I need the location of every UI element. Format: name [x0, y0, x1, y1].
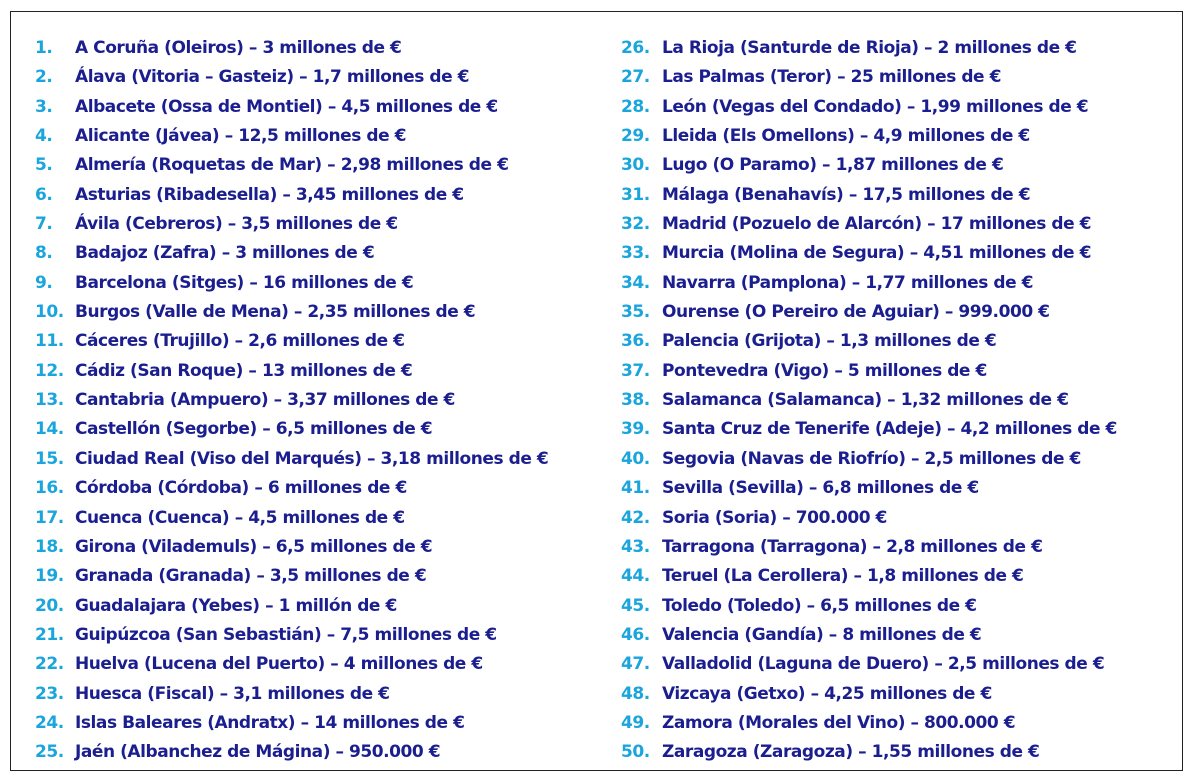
item-text: Salamanca (Salamanca) – 1,32 millones de € [662, 390, 1069, 411]
item-text: Navarra (Pamplona) – 1,77 millones de € [662, 272, 1034, 293]
list-item [621, 621, 1181, 650]
item-number: 12. [35, 360, 64, 381]
item-number: 16. [35, 478, 64, 499]
item-number: 34. [621, 272, 650, 293]
item-text: Segovia (Navas de Riofrío) – 2,5 millones de € [662, 448, 1081, 469]
item-text: Las Palmas (Teror) – 25 millones de € [662, 67, 1001, 88]
item-text: Cádiz (San Roque) – 13 millones de € [75, 360, 413, 381]
item-text: Badajoz (Zafra) – 3 millones de € [75, 243, 375, 264]
item-text: Zaragoza (Zaragoza) – 1,55 millones de € [662, 742, 1040, 763]
item-text: Ourense (O Pereiro de Aguiar) – 999.000 € [662, 302, 1050, 323]
item-text: Burgos (Valle de Mena) – 2,35 millones de € [75, 302, 476, 323]
item-text: Álava (Vitoria – Gasteiz) – 1,7 millones de € [75, 67, 470, 88]
list-item [35, 181, 605, 210]
item-text: Guipúzcoa (San Sebastián) – 7,5 millones de € [75, 624, 497, 645]
item-number: 6. [35, 184, 53, 205]
item-text: Sevilla (Sevilla) – 6,8 millones de € [662, 478, 979, 499]
list-item [35, 34, 605, 63]
item-number: 10. [35, 302, 64, 323]
item-number: 48. [621, 683, 650, 704]
item-number: 37. [621, 360, 650, 381]
list-item [621, 709, 1181, 738]
list-item [621, 386, 1181, 415]
list-item [35, 93, 605, 122]
item-text: León (Vegas del Condado) – 1,99 millones de € [662, 96, 1089, 117]
item-number: 45. [621, 595, 650, 616]
list-item [621, 504, 1181, 533]
item-number: 29. [621, 126, 650, 147]
list-item [621, 269, 1181, 298]
list-item [621, 63, 1181, 92]
item-number: 31. [621, 184, 650, 205]
list-item [621, 474, 1181, 503]
list-item [35, 474, 605, 503]
list-item [621, 122, 1181, 151]
list-item [35, 709, 605, 738]
item-number: 42. [621, 507, 650, 528]
item-text: Girona (Vilademuls) – 6,5 millones de € [75, 536, 433, 557]
item-number: 28. [621, 96, 650, 117]
item-number: 32. [621, 214, 650, 235]
list-item [621, 562, 1181, 591]
list-item [35, 122, 605, 151]
item-text: Toledo (Toledo) – 6,5 millones de € [662, 595, 977, 616]
list-item [621, 680, 1181, 709]
item-number: 13. [35, 390, 64, 411]
item-number: 24. [35, 712, 64, 733]
item-number: 27. [621, 67, 650, 88]
item-text: Zamora (Morales del Vino) – 800.000 € [662, 712, 1016, 733]
item-number: 44. [621, 566, 650, 587]
item-text: Ciudad Real (Viso del Marqués) – 3,18 millones de € [75, 448, 549, 469]
list-item [35, 650, 605, 679]
item-number: 36. [621, 331, 650, 352]
list-item [35, 445, 605, 474]
item-number: 19. [35, 566, 64, 587]
item-text: Vizcaya (Getxo) – 4,25 millones de € [662, 683, 992, 704]
item-number: 5. [35, 155, 53, 176]
item-number: 41. [621, 478, 650, 499]
list-item [35, 269, 605, 298]
item-number: 40. [621, 448, 650, 469]
item-number: 4. [35, 126, 53, 147]
item-text: Cantabria (Ampuero) – 3,37 millones de € [75, 390, 455, 411]
list-item [35, 386, 605, 415]
list-item [35, 504, 605, 533]
item-number: 50. [621, 742, 650, 763]
item-text: Almería (Roquetas de Mar) – 2,98 millones de € [75, 155, 509, 176]
item-number: 1. [35, 38, 53, 58]
item-number: 38. [621, 390, 650, 411]
item-text: Granada (Granada) – 3,5 millones de € [75, 566, 427, 587]
item-text: Huesca (Fiscal) – 3,1 millones de € [75, 683, 390, 704]
list-item [35, 621, 605, 650]
list-item [35, 239, 605, 268]
list-item [621, 592, 1181, 621]
item-text: Santa Cruz de Tenerife (Adeje) – 4,2 millones de € [662, 419, 1117, 440]
list-item [35, 327, 605, 356]
item-number: 15. [35, 448, 64, 469]
item-number: 7. [35, 214, 53, 235]
item-text: Lleida (Els Omellons) – 4,9 millones de € [662, 126, 1030, 147]
list-frame [10, 11, 1183, 771]
item-text: Barcelona (Sitges) – 16 millones de € [75, 272, 414, 293]
item-text: Valencia (Gandía) – 8 millones de € [662, 624, 982, 645]
item-text: Ávila (Cebreros) – 3,5 millones de € [75, 214, 398, 235]
list-item [621, 298, 1181, 327]
item-number: 35. [621, 302, 650, 323]
item-number: 8. [35, 243, 53, 264]
list-item [621, 415, 1181, 444]
list-item [35, 592, 605, 621]
item-number: 14. [35, 419, 64, 440]
item-number: 43. [621, 536, 650, 557]
list-item [35, 533, 605, 562]
list-item [35, 680, 605, 709]
list-item [621, 151, 1181, 180]
item-text: Murcia (Molina de Segura) – 4,51 millones de € [662, 243, 1091, 264]
item-number: 21. [35, 624, 64, 645]
item-text: Lugo (O Paramo) – 1,87 millones de € [662, 155, 1004, 176]
item-number: 25. [35, 742, 64, 763]
list-item [35, 151, 605, 180]
item-text: Jaén (Albanchez de Mágina) – 950.000 € [75, 742, 441, 763]
left-column-list [35, 34, 605, 768]
item-number: 22. [35, 654, 64, 675]
list-item [35, 298, 605, 327]
list-item [621, 445, 1181, 474]
list-item [621, 181, 1181, 210]
item-number: 23. [35, 683, 64, 704]
item-number: 39. [621, 419, 650, 440]
item-number: 46. [621, 624, 650, 645]
list-item [35, 415, 605, 444]
list-item [621, 210, 1181, 239]
item-number: 11. [35, 331, 64, 352]
item-text: A Coruña (Oleiros) – 3 millones de € [75, 38, 402, 58]
list-item [621, 239, 1181, 268]
item-text: Palencia (Grijota) – 1,3 millones de € [662, 331, 997, 352]
list-item [35, 738, 605, 767]
item-text: Alicante (Jávea) – 12,5 millones de € [75, 126, 406, 147]
item-text: Córdoba (Córdoba) – 6 millones de € [75, 478, 407, 499]
right-column-list [621, 34, 1181, 768]
list-item [621, 34, 1181, 63]
item-text: Soria (Soria) – 700.000 € [662, 507, 887, 528]
item-number: 9. [35, 272, 53, 293]
list-item [621, 738, 1181, 767]
item-text: Cuenca (Cuenca) – 4,5 millones de € [75, 507, 405, 528]
list-item [621, 650, 1181, 679]
item-text: Huelva (Lucena del Puerto) – 4 millones de € [75, 654, 483, 675]
list-item [621, 533, 1181, 562]
list-item [621, 327, 1181, 356]
item-text: La Rioja (Santurde de Rioja) – 2 millones de € [662, 38, 1077, 58]
item-number: 30. [621, 155, 650, 176]
item-text: Tarragona (Tarragona) – 2,8 millones de € [662, 536, 1043, 557]
list-item [35, 63, 605, 92]
item-number: 3. [35, 96, 53, 117]
item-number: 20. [35, 595, 64, 616]
list-item [35, 357, 605, 386]
item-text: Teruel (La Cerollera) – 1,8 millones de € [662, 566, 1024, 587]
item-number: 49. [621, 712, 650, 733]
item-text: Pontevedra (Vigo) – 5 millones de € [662, 360, 987, 381]
item-number: 17. [35, 507, 64, 528]
item-text: Valladolid (Laguna de Duero) – 2,5 millones de € [662, 654, 1105, 675]
item-text: Málaga (Benahavís) – 17,5 millones de € [662, 184, 1031, 205]
item-text: Castellón (Segorbe) – 6,5 millones de € [75, 419, 433, 440]
list-item [35, 562, 605, 591]
list-item [621, 93, 1181, 122]
item-number: 47. [621, 654, 650, 675]
item-text: Guadalajara (Yebes) – 1 millón de € [75, 595, 397, 616]
item-number: 33. [621, 243, 650, 264]
item-number: 18. [35, 536, 64, 557]
item-text: Albacete (Ossa de Montiel) – 4,5 millones de € [75, 96, 498, 117]
item-number: 26. [621, 38, 650, 58]
item-text: Asturias (Ribadesella) – 3,45 millones de € [75, 184, 464, 205]
list-item [35, 210, 605, 239]
list-item [621, 357, 1181, 386]
item-number: 2. [35, 67, 53, 88]
item-text: Madrid (Pozuelo de Alarcón) – 17 millones de € [662, 214, 1092, 235]
item-text: Cáceres (Trujillo) – 2,6 millones de € [75, 331, 405, 352]
item-text: Islas Baleares (Andratx) – 14 millones de € [75, 712, 465, 733]
